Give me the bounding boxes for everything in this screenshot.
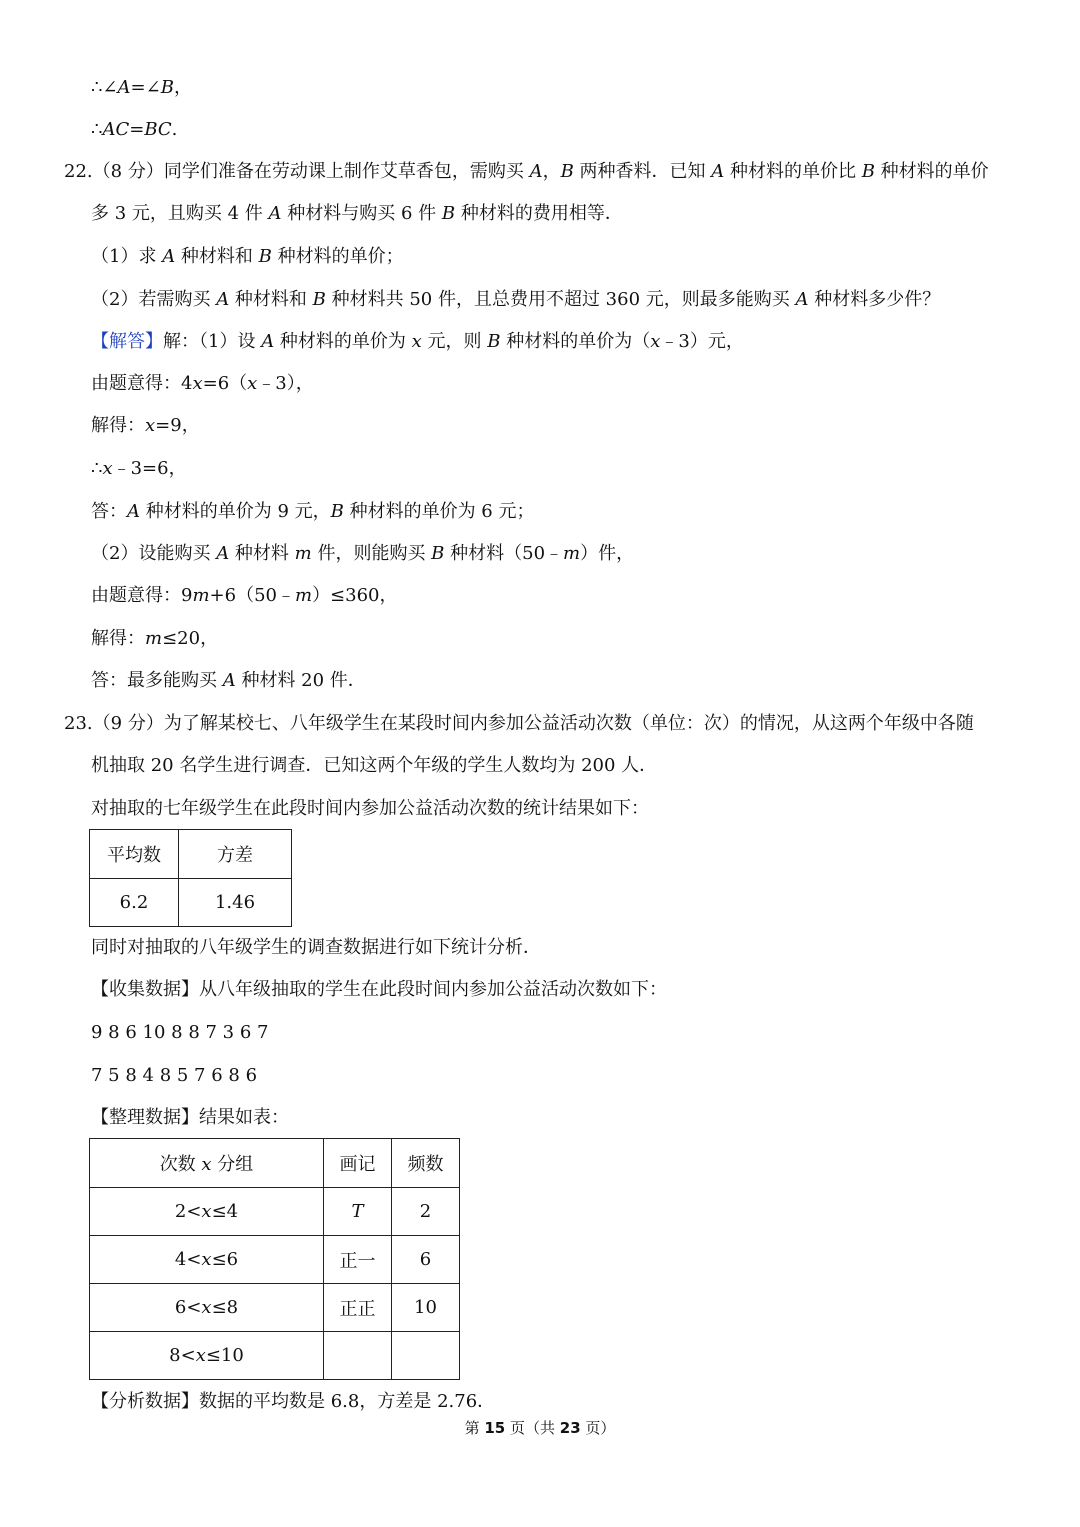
current-page-number: 15 — [484, 1419, 506, 1437]
table-row — [90, 1332, 460, 1380]
group-cell: 4<x≤6 — [90, 1236, 324, 1284]
q23-number: 23. — [64, 713, 93, 734]
data-row-1: 9 8 6 10 8 8 7 3 6 7 — [91, 1022, 269, 1043]
frequency-table-header — [90, 1139, 460, 1188]
frequency-table — [89, 1138, 460, 1380]
analyze-data-line: 【分析数据】数据的平均数是 6.8，方差是 2.76． — [91, 1391, 496, 1412]
q23-intro-grade8: 同时对抽取的八年级学生的调查数据进行如下统计分析． — [91, 937, 541, 958]
q22-part1: （1）求 A 种材料和 B 种材料的单价； — [91, 246, 404, 267]
q22-answer-line2: 由题意得：4x=6（x﹣3）， — [91, 373, 314, 394]
q23-score: （9 分） — [92, 713, 164, 734]
q22-answer-line3: 解得：x=9， — [91, 415, 200, 436]
value-mean: 6.2 — [90, 879, 179, 927]
q23-stem-line2: 机抽取 20 名学生进行调查．已知这两个年级的学生人数均为 200 人． — [91, 755, 658, 776]
q22-stem-line2: 多 3 元，且购买 4 件 A 种材料与购买 6 件 B 种材料的费用相等． — [91, 203, 623, 224]
page-footer: 第 15 页（共 23 页） — [464, 1419, 616, 1437]
q22-answer-line5: 答：A 种材料的单价为 9 元，B 种材料的单价为 6 元； — [91, 501, 535, 522]
header-variance: 方差 — [179, 830, 292, 879]
q22-answer-line1: 【解答】解：（1）设 A 种材料的单价为 x 元，则 B 种材料的单价为（x﹣3）元， — [91, 331, 744, 352]
group-cell: 2<x≤4 — [90, 1188, 324, 1236]
q23-intro-grade7: 对抽取的七年级学生在此段时间内参加公益活动次数的统计结果如下： — [91, 798, 649, 819]
value-variance: 1.46 — [179, 879, 292, 927]
group-cell: 6<x≤8 — [90, 1284, 324, 1332]
proof-line-angles: ∴∠A=∠B， — [91, 77, 192, 98]
frequency-cell: 2 — [392, 1188, 460, 1236]
frequency-cell: 6 — [392, 1236, 460, 1284]
header-tally: 画记 — [324, 1139, 392, 1188]
table-row — [90, 1236, 460, 1284]
tally-cell: T — [324, 1188, 392, 1236]
group-cell: 8<x≤10 — [90, 1332, 324, 1380]
q22-answer-line6: （2）设能购买 A 种材料 m 件，则能购买 B 种材料（50﹣m）件， — [91, 543, 635, 564]
organize-data-heading: 【整理数据】结果如表： — [91, 1107, 289, 1128]
q22-answer-line4: ∴x﹣3=6， — [91, 458, 187, 479]
data-row-2: 7 5 8 4 8 5 7 6 8 6 — [91, 1065, 258, 1086]
frequency-cell: 10 — [392, 1284, 460, 1332]
tally-cell — [324, 1332, 392, 1380]
q22-score: （8 分） — [92, 161, 164, 182]
q22-answer-line7: 由题意得：9m+6（50﹣m）≤360， — [91, 585, 398, 606]
q23-stem-line1: 23.（9 分）为了解某校七、八年级学生在某段时间内参加公益活动次数（单位：次）的情况，从这两个年级中各随 — [64, 713, 974, 734]
table-row — [90, 1284, 460, 1332]
answer-tag: 【解答】 — [91, 331, 163, 352]
collect-data-heading: 【收集数据】从八年级抽取的学生在此段时间内参加公益活动次数如下： — [91, 979, 667, 1000]
frequency-cell — [392, 1332, 460, 1380]
q22-part2: （2）若需购买 A 种材料和 B 种材料共 50 件，且总费用不超过 360 元，则最多能购买 A 种材料多少件？ — [91, 289, 941, 310]
header-mean: 平均数 — [90, 830, 179, 879]
grade7-stats-table — [89, 829, 292, 927]
tally-cell: 正正 — [324, 1284, 392, 1332]
q22-answer-line8: 解得：m≤20， — [91, 628, 219, 649]
proof-line-sides: ∴AC=BC. — [91, 119, 178, 140]
total-page-count: 23 — [559, 1419, 581, 1437]
q22-number: 22. — [64, 161, 93, 182]
tally-cell: 正一 — [324, 1236, 392, 1284]
table-row — [90, 1188, 460, 1236]
q22-stem-line1: 22.（8 分）同学们准备在劳动课上制作艾草香包，需购买 A，B 两种香料．已知 A 种材料的单价比 B 种材料的单价 — [64, 161, 989, 182]
header-group: 次数 x 分组 — [90, 1139, 324, 1188]
header-frequency: 频数 — [392, 1139, 460, 1188]
q22-answer-line9: 答：最多能购买 A 种材料 20 件． — [91, 670, 366, 691]
